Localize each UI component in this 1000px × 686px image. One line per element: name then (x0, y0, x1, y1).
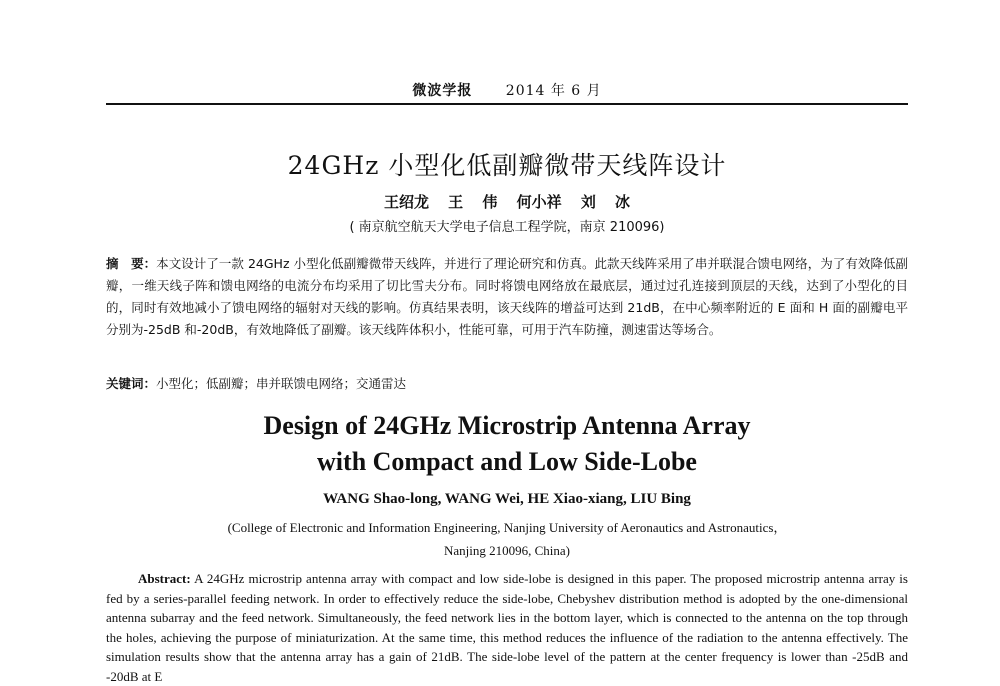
chinese-title: 24GHz 小型化低副瓣微带天线阵设计 (287, 151, 727, 180)
chinese-keywords-label: 关键词： (106, 376, 157, 391)
english-abstract-label: Abstract: (138, 571, 191, 586)
english-abstract-text: A 24GHz microstrip antenna array with compact and low side-lobe is designed in this paper. The proposed microstrip antenna array is fed by a series-parallel feeding network. In order to effectively reduce the side-lobe, Chebyshev distribution method is adopted by the one-dimensional antenna subarray and the feed network. Simultaneously, the feed network lies in the bottom layer, which is connected to the antenna on the top through the holes, achieving the purpose of miniaturization. At the same time, this method reduces the influence of the radiation to the antenna effectively. The simulation results show that the antenna array has a gain of 21dB. The side-lobe level of the pattern at the center frequency is lower than -25dB and -20dB at E (106, 571, 908, 684)
chinese-affiliation: ( 南京航空航天大学电子信息工程学院，南京 210096) (349, 220, 665, 235)
chinese-abstract-label: 摘 要： (106, 256, 157, 271)
english-affiliation (106, 516, 908, 562)
chinese-abstract (106, 253, 908, 341)
issue-date: 2014 年 6 月 (505, 83, 602, 99)
english-affiliation-line-1: (College of Electronic and Information Engineering, Nanjing University of Aeronautics and Astronautics， (227, 520, 787, 535)
english-title-line-2: with Compact and Low Side-Lobe (317, 447, 697, 476)
chinese-abstract-text: 本文设计了一款 24GHz 小型化低副瓣微带天线阵，并进行了理论研究和仿真。此款天线阵采用了串并联混合馈电网络，为了有效降低副瓣，一维天线子阵和馈电网络的电流分布均采用了切比雪夫分布。同时将馈电网络放在最底层，通过过孔连接到顶层的天线，达到了小型化的目的，同时有效地减小了馈电网络的辐射对天线的影响。仿真结果表明，该天线阵的增益可达到 21dB，在中心频率附近的 E 面和 H 面的副瓣电平分别为-25dB 和-20dB，有效地降低了副瓣。该天线阵体积小，性能可靠，可用于汽车防撞，测速雷达等场合。 (106, 256, 908, 337)
running-header (106, 80, 908, 100)
journal-name: 微波学报 (412, 83, 473, 99)
header-rule (106, 103, 908, 105)
english-abstract (106, 569, 908, 686)
chinese-keywords (106, 374, 908, 392)
english-title (106, 408, 908, 480)
chinese-authors: 王绍龙 王 伟 何小祥 刘 冰 (383, 193, 631, 211)
english-affiliation-line-2: Nanjing 210096, China) (443, 543, 570, 558)
english-title-line-1: Design of 24GHz Microstrip Antenna Array (263, 411, 751, 440)
english-authors: WANG Shao-long, WANG Wei, HE Xiao-xiang, LIU Bing (323, 491, 691, 507)
chinese-keywords-text: 小型化；低副瓣；串并联馈电网络；交通雷达 (156, 376, 407, 391)
